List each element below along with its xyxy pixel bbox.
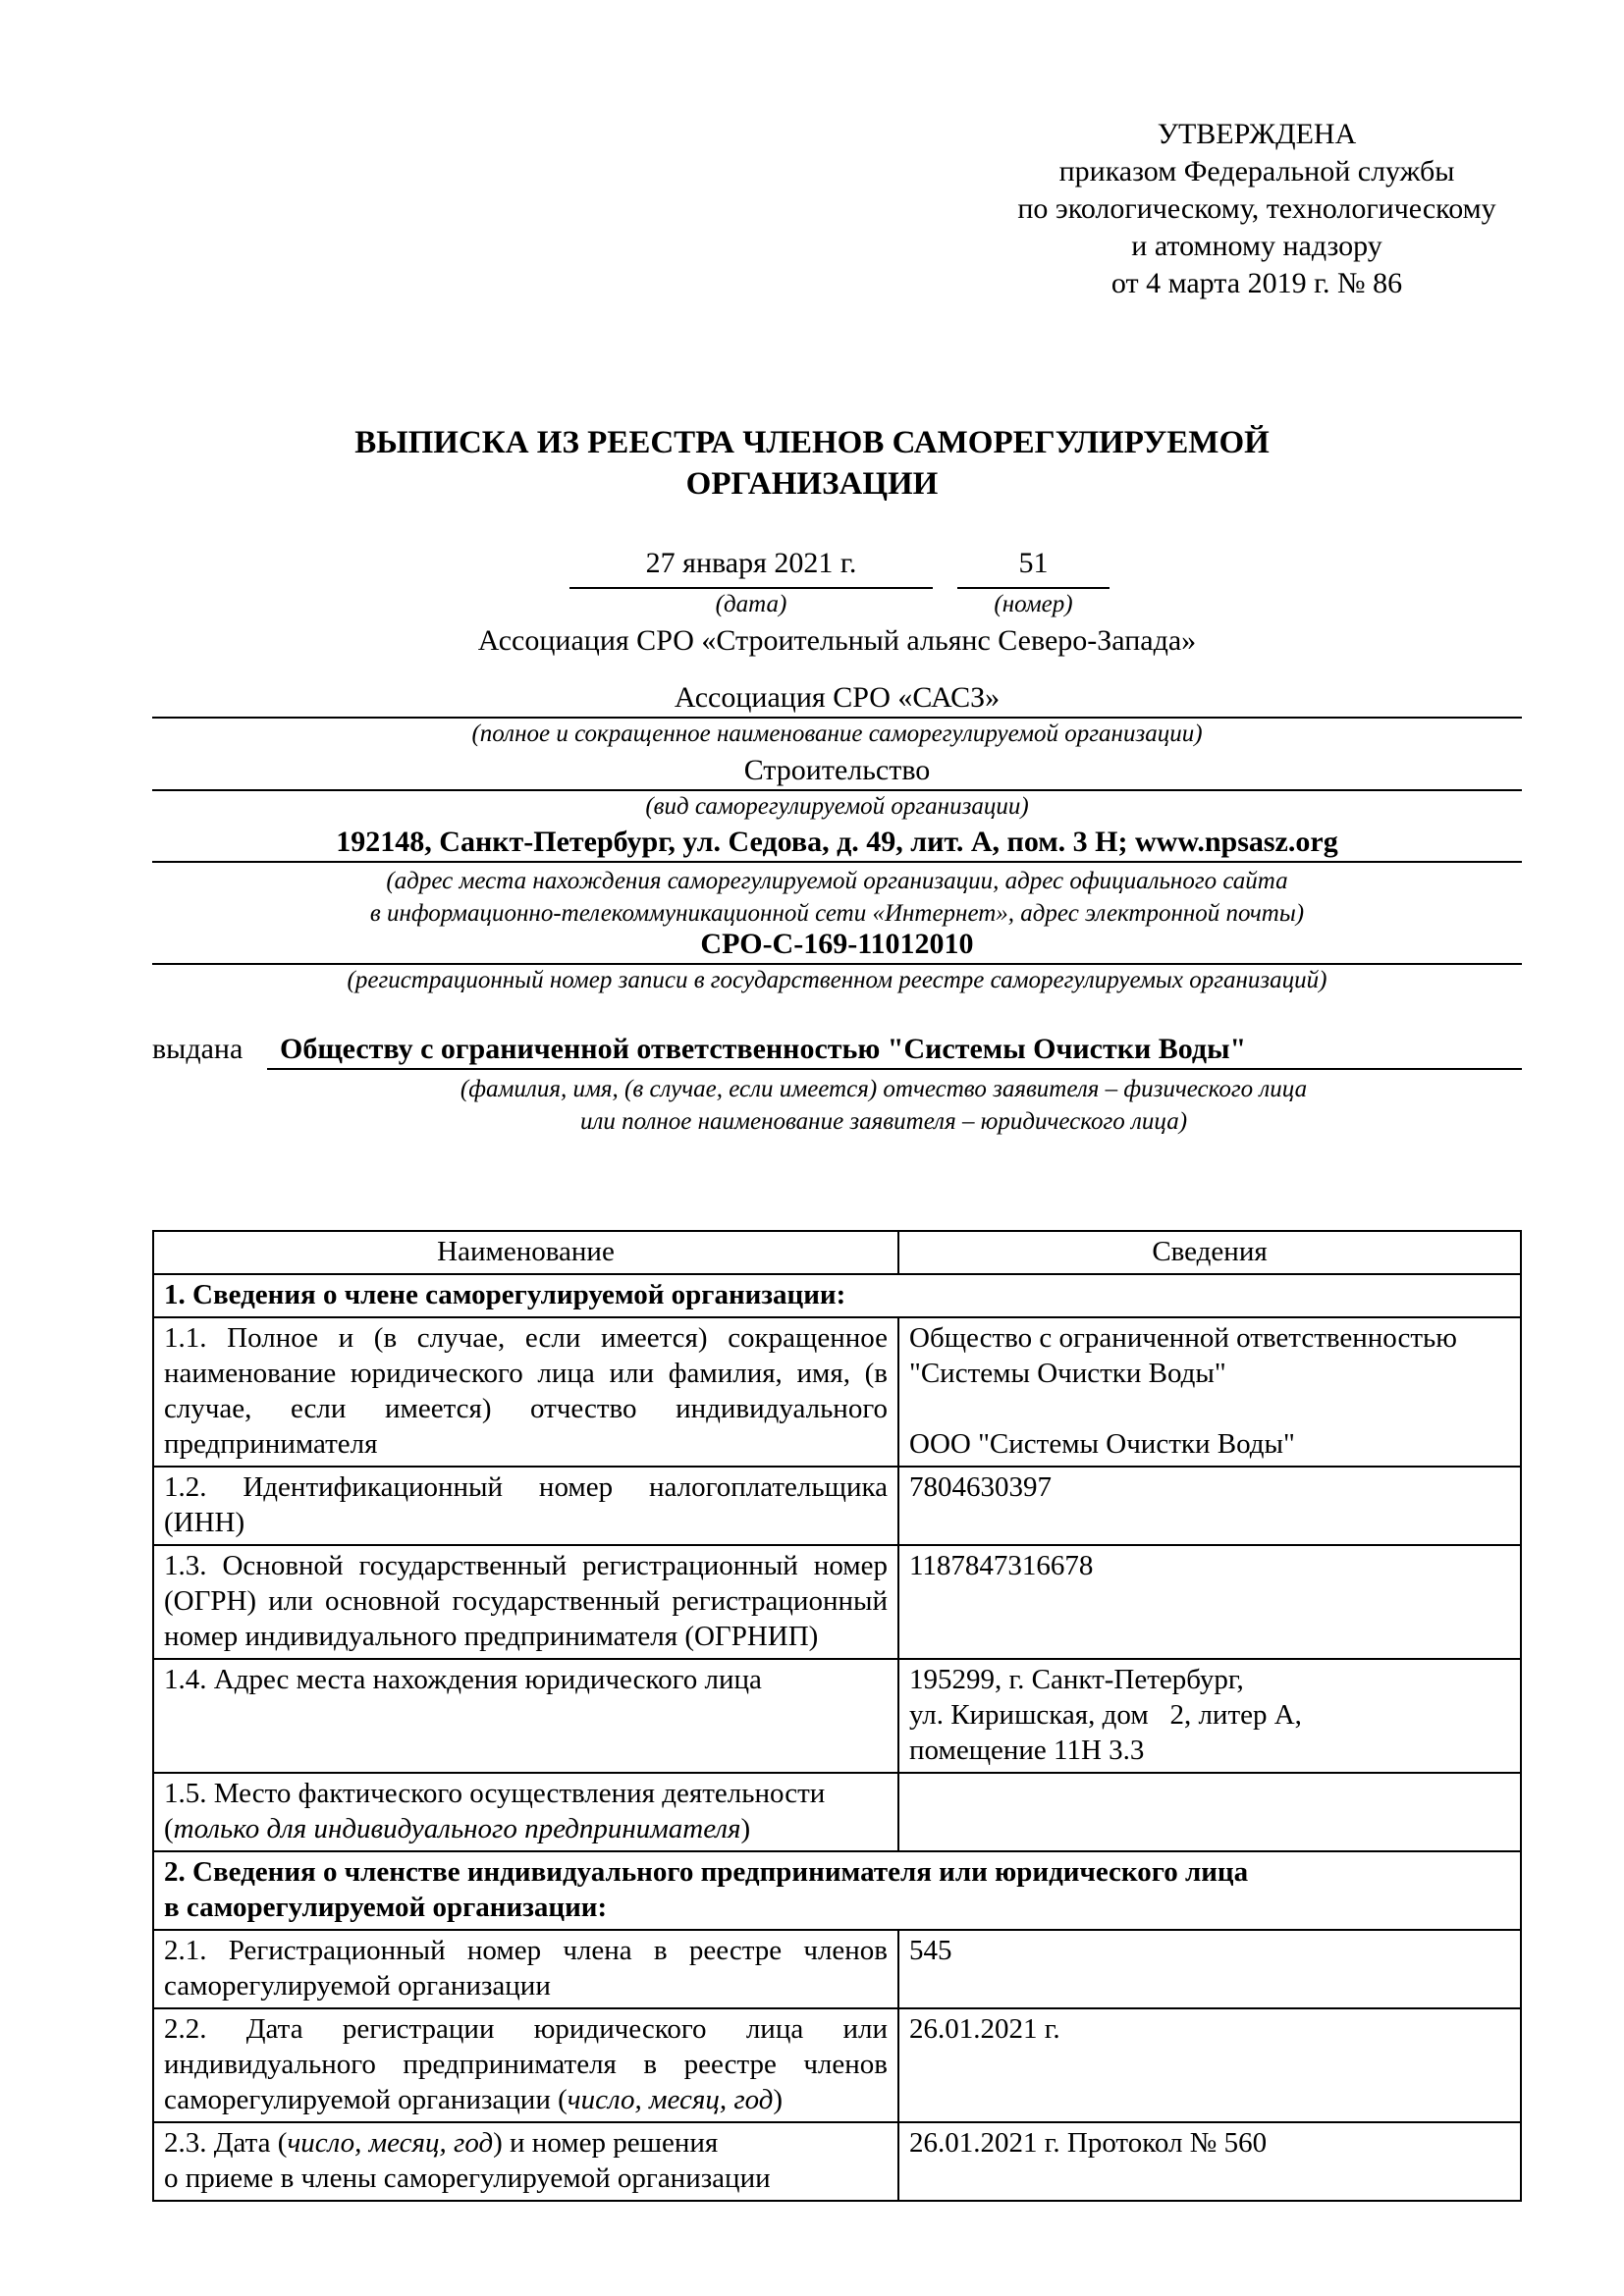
title-line-2: ОРГАНИЗАЦИИ — [685, 466, 939, 502]
section-2-line: 2. Сведения о членстве индивидуального предпринимателя или юридического лица — [164, 1856, 1249, 1888]
address-caption-line: (адрес места нахождения саморегулируемой организации, адрес официального сайта — [386, 868, 1288, 894]
address-line: помещение 11Н 3.3 — [909, 1735, 1145, 1766]
extract-number: 51 — [1018, 547, 1049, 579]
table-row — [153, 1317, 1521, 1467]
row-1-1-short-name: ООО "Системы Очистки Воды" — [909, 1428, 1295, 1460]
section-2-line: в саморегулируемой организации: — [164, 1892, 608, 1923]
table-row — [153, 1930, 1521, 2008]
approval-line: приказом Федеральной службы — [1058, 155, 1455, 187]
title-line-1: ВЫПИСКА ИЗ РЕЕСТРА ЧЛЕНОВ САМОРЕГУЛИРУЕМОЙ — [354, 425, 1270, 460]
row-2-1-label: 2.1. Регистрационный номер члена в реестре членов саморегулируемой организации — [153, 1930, 898, 2008]
section-row — [153, 1851, 1521, 1930]
address-line: ул. Киришская, дом 2, литер А, — [909, 1699, 1302, 1731]
row-1-5-label-line: 1.5. Место фактического осуществления деятельности — [164, 1778, 826, 1809]
row-1-4-label: 1.4. Адрес места нахождения юридического лица — [153, 1659, 898, 1773]
sro-address: 192148, Санкт-Петербург, ул. Седова, д. 49, лит. А, пом. 3 Н; www.npsasz.org — [336, 826, 1338, 858]
label-text: 2.2. Дата регистрации юридического лица или индивидуального предпринимателя в реестре членов саморегулируемой организации ( — [164, 2013, 888, 2115]
type-underline — [152, 789, 1522, 791]
table-row — [153, 1659, 1521, 1773]
row-1-3-label: 1.3. Основной государственный регистрационный номер (ОГРН) или основной государственный регистрационный номер индивидуального предпринимателя (ОГРНИП) — [153, 1545, 898, 1659]
sro-full-name: Ассоциация СРО «Строительный альянс Северо-Запада» — [477, 624, 1197, 657]
row-1-1-label: 1.1. Полное и (в случае, если имеется) сокращенное наименование юридического лица или фамилия, имя, (в случае, если имеется) отчество индивидуального предпринимателя — [153, 1317, 898, 1467]
row-1-5-label — [153, 1773, 898, 1851]
address-caption-line: в информационно-телекоммуникационной сети «Интернет», адрес электронной почты) — [369, 900, 1305, 927]
row-1-2-value: 7804630397 — [898, 1467, 1521, 1545]
row-1-5-label-line — [164, 1811, 888, 1846]
row-1-5-value — [898, 1773, 1521, 1851]
row-2-3-label-line — [164, 2125, 888, 2161]
section-1-title: 1. Сведения о члене саморегулируемой организации: — [153, 1274, 1521, 1317]
issued-to: Обществу с ограниченной ответственностью "Системы Очистки Воды" — [280, 1033, 1247, 1065]
label-text: 2.3. Дата ( — [164, 2127, 288, 2159]
row-1-4-value — [898, 1659, 1521, 1773]
table-row — [153, 2122, 1521, 2201]
row-1-3-value: 1187847316678 — [898, 1545, 1521, 1659]
sro-type: Строительство — [743, 754, 931, 786]
table-row — [153, 1545, 1521, 1659]
issued-label: выдана — [152, 1033, 244, 1065]
table-header-row — [153, 1231, 1521, 1274]
number-underline — [957, 587, 1110, 589]
table-row — [153, 1467, 1521, 1545]
reg-caption: (регистрационный номер записи в государственном реестре саморегулируемых организаций) — [347, 967, 1327, 993]
address-caption — [152, 865, 1522, 930]
row-1-1-full-name: Общество с ограниченной ответственностью "Системы Очистки Воды" — [909, 1322, 1457, 1389]
paren: ) — [740, 1813, 751, 1844]
row-2-1-value: 545 — [898, 1930, 1521, 2008]
approval-line: от 4 марта 2019 г. № 86 — [1110, 267, 1403, 299]
issued-caption-line: или полное наименование заявителя – юридического лица) — [579, 1108, 1188, 1135]
issued-underline — [267, 1068, 1522, 1070]
row-2-2-value: 26.01.2021 г. — [898, 2008, 1521, 2122]
number-caption: (номер) — [994, 591, 1073, 617]
sro-short-name: Ассоциация СРО «САСЗ» — [674, 681, 1001, 714]
date-caption: (дата) — [715, 591, 787, 617]
row-2-2-label — [153, 2008, 898, 2122]
approval-line: и атомному надзору — [1131, 230, 1382, 262]
approval-line: УТВЕРЖДЕНА — [1157, 118, 1357, 150]
date-underline — [569, 587, 933, 589]
name-caption: (полное и сокращенное наименование саморегулируемой организации) — [471, 721, 1203, 747]
header-name: Наименование — [153, 1231, 898, 1274]
paren: ) — [773, 2084, 784, 2115]
label-italic: число, месяц, год — [567, 2084, 774, 2115]
row-1-2-label: 1.2. Идентификационный номер налогоплательщика (ИНН) — [153, 1467, 898, 1545]
row-2-3-value: 26.01.2021 г. Протокол № 560 — [898, 2122, 1521, 2201]
row-2-3-label — [153, 2122, 898, 2201]
section-2-title — [153, 1851, 1521, 1930]
address-line: 195299, г. Санкт-Петербург, — [909, 1664, 1244, 1695]
approval-stamp — [943, 116, 1571, 302]
paren: ( — [164, 1813, 174, 1844]
document-title — [295, 422, 1329, 505]
table-row — [153, 2008, 1521, 2122]
approval-line: по экологическому, технологическому — [1017, 192, 1496, 225]
label-italic: число, месяц, год — [287, 2127, 494, 2159]
row-1-1-value — [898, 1317, 1521, 1467]
extract-date: 27 января 2021 г. — [645, 547, 857, 579]
section-row — [153, 1274, 1521, 1317]
address-underline — [152, 861, 1522, 863]
name-underline — [152, 717, 1522, 719]
issued-caption-line: (фамилия, имя, (в случае, если имеется) отчество заявителя – физического лица — [460, 1076, 1308, 1102]
issued-caption — [373, 1073, 1394, 1138]
header-info: Сведения — [898, 1231, 1521, 1274]
sro-reg-number: СРО-С-169-11012010 — [700, 928, 974, 960]
type-caption: (вид саморегулируемой организации) — [645, 793, 1029, 820]
row-2-3-label-line: о приеме в члены саморегулируемой организации — [164, 2163, 771, 2194]
note-italic: только для индивидуального предпринимателя — [173, 1813, 741, 1844]
reg-underline — [152, 963, 1522, 965]
table-row — [153, 1773, 1521, 1851]
membership-table — [152, 1230, 1522, 2202]
label-text: ) и номер решения — [493, 2127, 719, 2159]
